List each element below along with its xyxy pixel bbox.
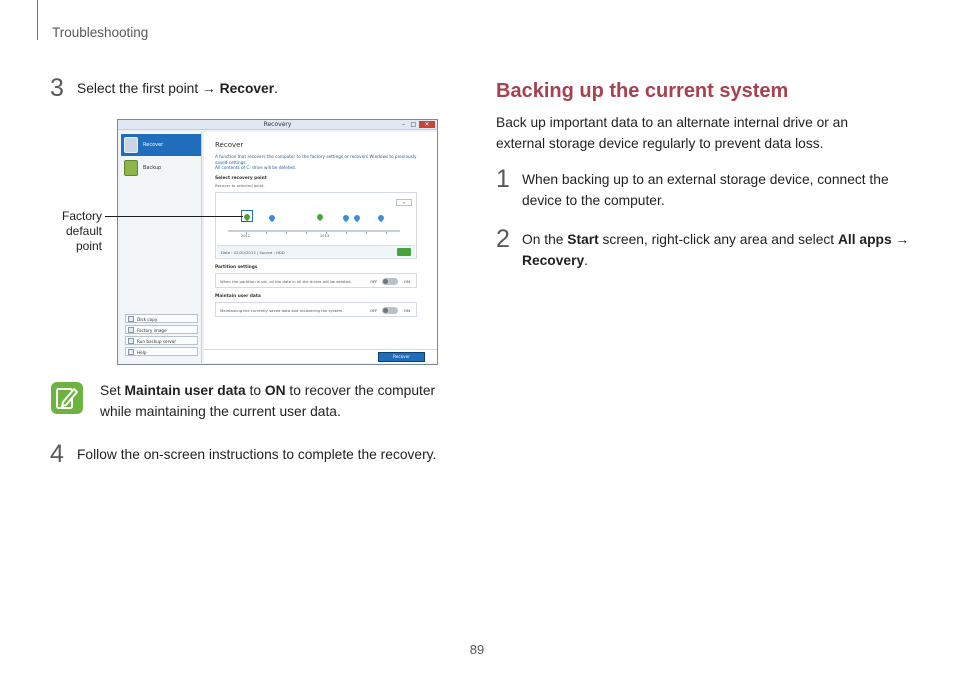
recover-button[interactable]: Recover bbox=[378, 352, 425, 362]
step-1-text: When backing up to an external storage device, connect the device to the computer. bbox=[522, 172, 889, 208]
partition-toggle[interactable]: OFF ON bbox=[370, 279, 410, 284]
recovery-main-panel bbox=[204, 132, 437, 363]
select-recovery-point-sub: Recover to selected point. bbox=[215, 183, 265, 188]
step-number: 3 bbox=[50, 74, 64, 102]
timeline-tick bbox=[386, 232, 387, 234]
note-text: Set Maintain user data to ON to recover the computer while maintaining the current user data. bbox=[100, 383, 436, 419]
step-3-text: Select the first point → Recover. bbox=[77, 81, 278, 96]
factory-image-button[interactable]: Factory image bbox=[125, 325, 198, 334]
disk-copy-button[interactable]: Disk copy bbox=[125, 314, 198, 323]
timeline-year: 2013 bbox=[320, 234, 330, 238]
timeline-tick bbox=[346, 232, 347, 234]
sidebar-item-label: Recover bbox=[143, 142, 164, 148]
sidebar-item-label: Backup bbox=[143, 165, 162, 171]
step-number: 2 bbox=[496, 225, 510, 253]
callout-leader-line bbox=[105, 216, 243, 217]
header-rule bbox=[37, 0, 38, 40]
timeline-tick bbox=[366, 232, 367, 234]
maintain-user-data-toggle[interactable]: OFF ON bbox=[370, 308, 410, 313]
run-backup-server-button[interactable]: Run backup server bbox=[125, 336, 198, 345]
maintain-user-data-label: Maintain user data bbox=[215, 294, 261, 299]
close-icon[interactable]: ✕ bbox=[419, 121, 435, 128]
timeline-year: 2012 bbox=[241, 234, 251, 238]
factory-default-point-callout: Factory default point bbox=[61, 209, 102, 253]
recover-icon bbox=[124, 137, 138, 153]
recovery-point-icon[interactable] bbox=[342, 214, 350, 222]
intro-text: Back up important data to an alternate internal drive or an external storage device regularly to prevent data loss. bbox=[496, 115, 849, 151]
disk-copy-icon bbox=[128, 316, 134, 322]
factory-image-icon bbox=[128, 327, 134, 333]
section-heading: Backing up the current system bbox=[496, 80, 789, 102]
recovery-point-info: Date : 02/20/2013 | Source : HDD bbox=[217, 245, 415, 257]
timeline-bar bbox=[228, 230, 400, 232]
recovery-point-icon[interactable] bbox=[377, 214, 385, 222]
minimize-icon[interactable]: – bbox=[402, 121, 405, 128]
info-action-icon[interactable] bbox=[397, 248, 411, 256]
window-title: Recovery bbox=[263, 121, 292, 128]
backup-icon bbox=[124, 160, 138, 176]
panel-title: Recover bbox=[215, 141, 244, 149]
recovery-sidebar bbox=[120, 132, 202, 363]
window-titlebar bbox=[118, 120, 437, 130]
panel-footer bbox=[204, 349, 437, 363]
page-number: 89 bbox=[469, 642, 485, 657]
maximize-icon[interactable]: □ bbox=[410, 121, 417, 128]
help-icon bbox=[128, 349, 134, 355]
sidebar-item-recover[interactable] bbox=[121, 134, 201, 156]
recovery-timeline[interactable] bbox=[215, 192, 417, 259]
timeline-tick bbox=[266, 232, 267, 234]
maintain-user-data-row: Maintaining the currently saved data and recovering the system. OFF ON bbox=[215, 302, 417, 317]
note-icon bbox=[51, 382, 83, 414]
help-button[interactable]: Help bbox=[125, 347, 198, 356]
recovery-point-icon[interactable] bbox=[316, 213, 324, 221]
step-number: 1 bbox=[496, 165, 510, 193]
recovery-screenshot bbox=[117, 119, 438, 365]
section-label: Troubleshooting bbox=[52, 25, 149, 40]
zoom-icon[interactable]: ⌕ bbox=[396, 199, 412, 206]
panel-description: A function that recovers the computer to the factory settings or recovers Windows to previously saved settings. All contents of C: drive will be deleted. bbox=[215, 154, 417, 170]
step-number: 4 bbox=[50, 440, 64, 468]
step-4-text: Follow the on-screen instructions to complete the recovery. bbox=[77, 447, 437, 462]
recovery-point-icon[interactable] bbox=[268, 214, 276, 222]
sidebar-item-backup[interactable] bbox=[121, 157, 201, 179]
timeline-tick bbox=[306, 232, 307, 234]
backup-server-icon bbox=[128, 338, 134, 344]
partition-settings-row: When the partition is set, all the data in all the drives will be deleted. OFF ON bbox=[215, 273, 417, 288]
select-recovery-point-label: Select recovery point bbox=[215, 176, 267, 181]
timeline-tick bbox=[286, 232, 287, 234]
step-2-text: On the Start screen, right-click any area and select All apps → Recovery. bbox=[522, 232, 910, 268]
partition-settings-label: Partition settings bbox=[215, 265, 258, 270]
recovery-point-icon[interactable] bbox=[353, 214, 361, 222]
